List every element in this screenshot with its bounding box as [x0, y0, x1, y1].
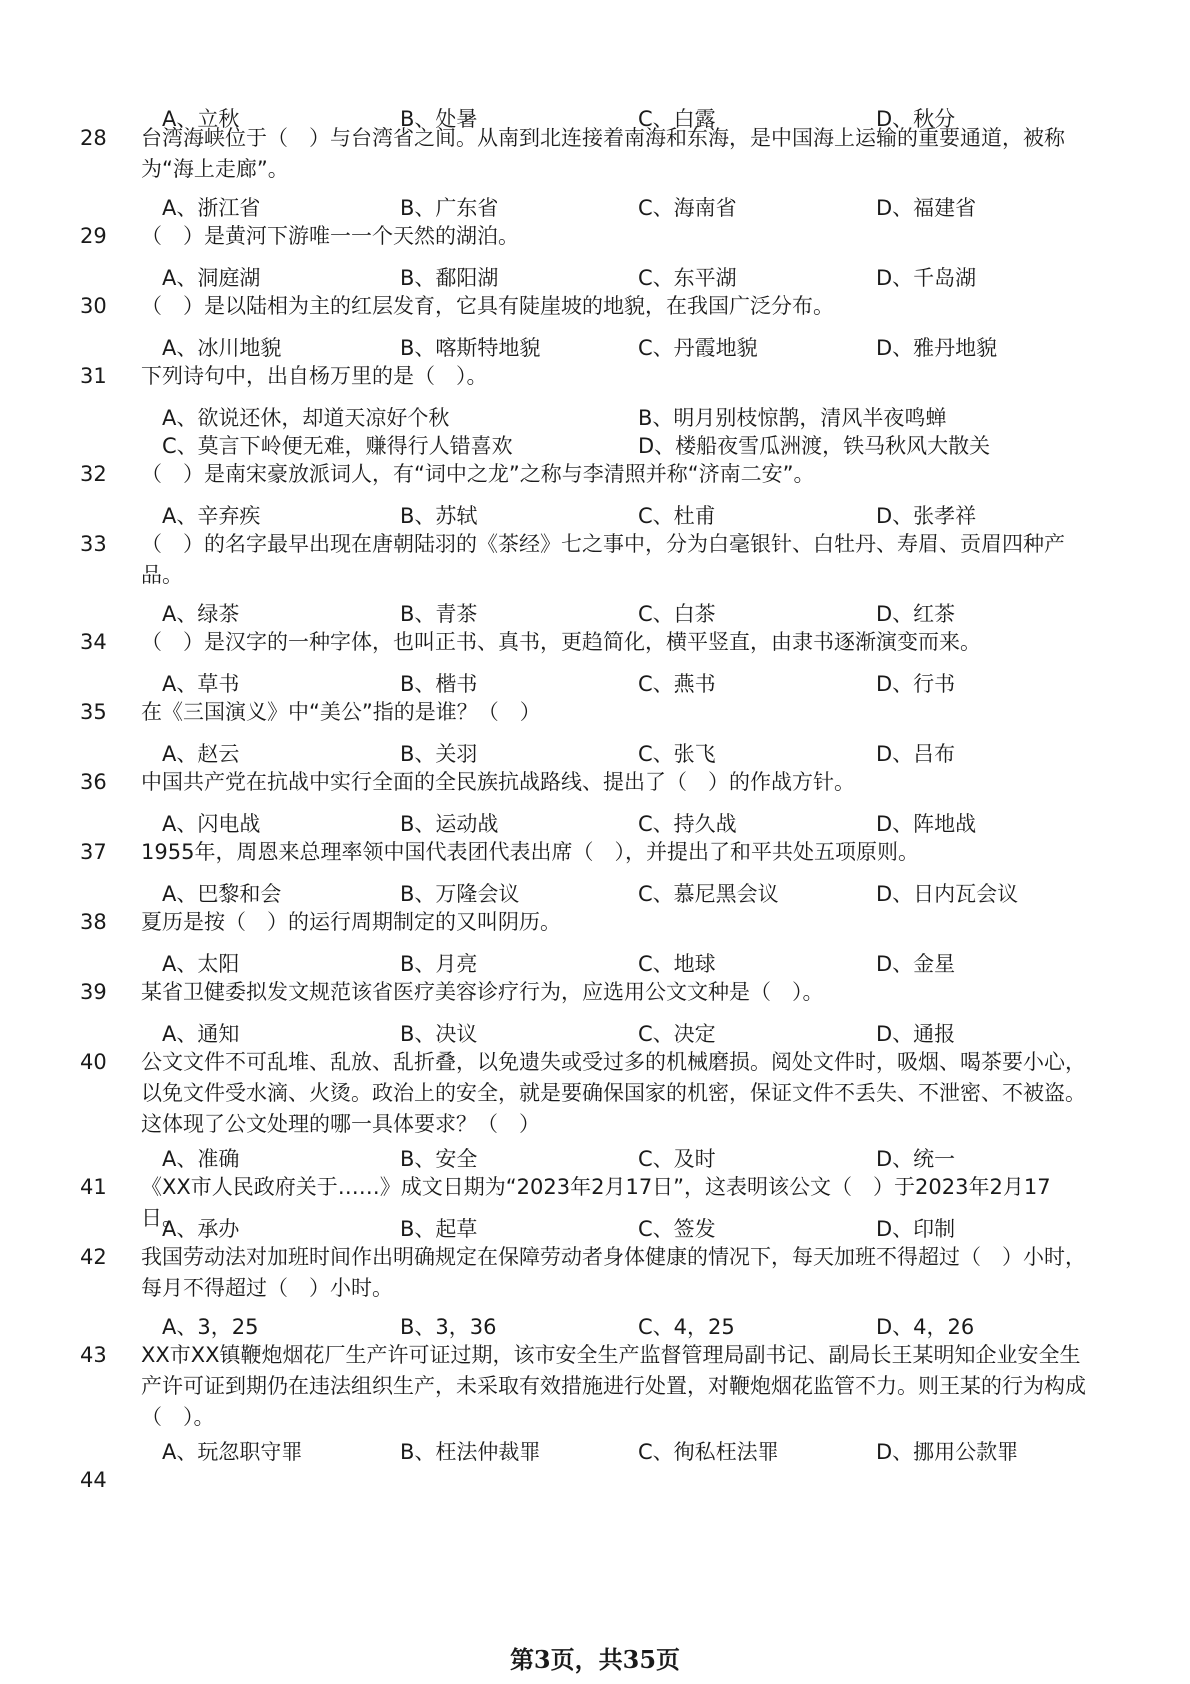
- option-b: B、3，36: [400, 1315, 497, 1339]
- question-number: 42: [80, 1245, 107, 1269]
- option-d: D、雅丹地貌: [876, 336, 998, 360]
- option-c: C、丹霞地貌: [638, 336, 758, 360]
- option-row: [162, 1214, 1082, 1244]
- option-d: D、千岛湖: [876, 266, 977, 290]
- option-c: C、持久战: [638, 812, 737, 836]
- option-a: A、太阳: [162, 952, 240, 976]
- question-number: 36: [80, 770, 107, 794]
- question-number: 40: [80, 1050, 107, 1074]
- question-text: 某省卫健委拟发文规范该省医疗美容诊疗行为，应选用公文文种是（ ）。: [141, 980, 824, 1004]
- option-c: C、莫言下岭便无难，赚得行人错喜欢: [162, 434, 513, 458]
- question-text: 在《三国演义》中“美公”指的是谁？（ ）: [141, 700, 541, 724]
- option-b: B、安全: [400, 1147, 478, 1171]
- option-a: A、玩忽职守罪: [162, 1440, 303, 1464]
- option-b: B、青茶: [400, 602, 478, 626]
- option-a: A、准确: [162, 1147, 240, 1171]
- option-a: A、通知: [162, 1022, 240, 1046]
- option-c: C、张飞: [638, 742, 716, 766]
- option-b: B、喀斯特地貌: [400, 336, 541, 360]
- option-row: [162, 949, 1082, 979]
- question-number: 35: [80, 700, 107, 724]
- option-a: A、绿茶: [162, 602, 240, 626]
- option-c: C、东平湖: [638, 266, 737, 290]
- question-text: 中国共产党在抗战中实行全面的全民族抗战路线、提出了（ ）的作战方针。: [141, 770, 855, 794]
- question-number: 39: [80, 980, 107, 1004]
- option-a: A、辛弃疾: [162, 504, 261, 528]
- option-a: A、浙江省: [162, 196, 261, 220]
- option-d: D、通报: [876, 1022, 956, 1046]
- option-a: A、承办: [162, 1217, 240, 1241]
- option-d: D、福建省: [876, 196, 977, 220]
- option-a: A、闪电战: [162, 812, 261, 836]
- question-number: 34: [80, 630, 107, 654]
- option-row: [162, 739, 1082, 769]
- option-c: C、签发: [638, 1217, 716, 1241]
- option-row: [162, 333, 1082, 363]
- option-d: D、金星: [876, 952, 956, 976]
- option-b: B、处暑: [400, 107, 478, 131]
- option-row: [162, 501, 1082, 531]
- option-d: D、吕布: [876, 742, 956, 766]
- question-number: 43: [80, 1343, 107, 1367]
- option-a: A、冰川地貌: [162, 336, 282, 360]
- option-d: D、挪用公款罪: [876, 1440, 1019, 1464]
- option-a: A、洞庭湖: [162, 266, 261, 290]
- option-row: [162, 879, 1082, 909]
- question-text: （ ）是南宋豪放派词人，有“词中之龙”之称与李清照并称“济南二安”。: [141, 462, 815, 486]
- option-d: D、印制: [876, 1217, 956, 1241]
- option-d: D、4，26: [876, 1315, 975, 1339]
- option-a: A、赵云: [162, 742, 240, 766]
- option-c: C、4，25: [638, 1315, 735, 1339]
- question-number: 38: [80, 910, 107, 934]
- option-b: B、运动战: [400, 812, 499, 836]
- question-number: 31: [80, 364, 107, 388]
- option-d: D、秋分: [876, 107, 956, 131]
- option-c: C、决定: [638, 1022, 716, 1046]
- option-c: C、海南省: [638, 196, 737, 220]
- option-row: [162, 263, 1082, 293]
- question-text: 1955年，周恩来总理率领中国代表团代表出席（ ），并提出了和平共处五项原则。: [141, 840, 919, 864]
- question-number: 33: [80, 532, 107, 556]
- option-b: B、鄱阳湖: [400, 266, 499, 290]
- option-c: C、燕书: [638, 672, 716, 696]
- option-b: B、广东省: [400, 196, 499, 220]
- option-a: A、3，25: [162, 1315, 259, 1339]
- option-row: [162, 193, 1082, 223]
- question-text: （ ）是汉字的一种字体，也叫正书、真书，更趋简化，横平竖直，由隶书逐渐演变而来。: [141, 630, 981, 654]
- question-text: 公文文件不可乱堆、乱放、乱折叠，以免遗失或受过多的机械磨损。阅处文件时，吸烟、喝茶要小心，以免文件受水滴、火烫。政治上的安全，就是要确保国家的机密，保证文件不丢失、不泄密、不被盗。这体现了公文处理的哪一具体要求？（ ）: [141, 1050, 1086, 1136]
- question-text: 《XX市人民政府关于……》成文日期为“2023年2月17日”，这表明该公文（ ）于2023年2月17日。: [141, 1175, 1051, 1230]
- option-d: D、张孝祥: [876, 504, 977, 528]
- option-row: [162, 1019, 1082, 1049]
- option-c: C、地球: [638, 952, 716, 976]
- option-d: D、阵地战: [876, 812, 977, 836]
- option-b: B、万隆会议: [400, 882, 520, 906]
- question-text: XX市XX镇鞭炮烟花厂生产许可证过期，该市安全生产监督管理局副书记、副局长王某明知企业安全生产许可证到期仍在违法组织生产，未采取有效措施进行处置，对鞭炮烟花监管不力。则王某的行为构成（ ）。: [141, 1343, 1086, 1429]
- option-c: C、慕尼黑会议: [638, 882, 779, 906]
- question-text: 下列诗句中，出自杨万里的是（ ）。: [141, 364, 488, 388]
- option-b: B、关羽: [400, 742, 478, 766]
- question-number: 28: [80, 126, 107, 150]
- option-b: B、枉法仲裁罪: [400, 1440, 541, 1464]
- option-row: [162, 669, 1082, 699]
- option-a: A、草书: [162, 672, 240, 696]
- option-b: B、楷书: [400, 672, 478, 696]
- option-c: C、白茶: [638, 602, 716, 626]
- question-number: 30: [80, 294, 107, 318]
- option-c: C、白露: [638, 107, 716, 131]
- question-number: 37: [80, 840, 107, 864]
- option-b: B、月亮: [400, 952, 478, 976]
- option-d: D、行书: [876, 672, 956, 696]
- question-number: 44: [80, 1468, 107, 1492]
- option-d: D、红茶: [876, 602, 956, 626]
- option-d: D、统一: [876, 1147, 956, 1171]
- option-b: B、苏轼: [400, 504, 478, 528]
- option-a: A、欲说还休，却道天凉好个秋: [162, 406, 450, 430]
- option-c: C、徇私枉法罪: [638, 1440, 779, 1464]
- option-a: A、巴黎和会: [162, 882, 282, 906]
- option-row: [162, 1144, 1082, 1174]
- option-row: [162, 1312, 1082, 1342]
- option-b: B、决议: [400, 1022, 478, 1046]
- question-number: 41: [80, 1175, 107, 1199]
- question-text: 夏历是按（ ）的运行周期制定的又叫阴历。: [141, 910, 561, 934]
- option-b: B、起草: [400, 1217, 478, 1241]
- question-text: （ ）是以陆相为主的红层发育，它具有陡崖坡的地貌，在我国广泛分布。: [141, 294, 834, 318]
- option-row: [162, 1437, 1082, 1467]
- option-c: C、杜甫: [638, 504, 716, 528]
- question-text: 我国劳动法对加班时间作出明确规定在保障劳动者身体健康的情况下，每天加班不得超过（ ）小时，每月不得超过（ ）小时。: [141, 1245, 1086, 1300]
- option-row: [162, 599, 1082, 629]
- option-b: B、明月别枝惊鹊，清风半夜鸣蝉: [638, 406, 947, 430]
- page-footer: 第3页，共35页: [509, 1645, 681, 1674]
- question-text: （ ）的名字最早出现在唐朝陆羽的《茶经》七之事中，分为白毫银针、白牡丹、寿眉、贡眉四种产品。: [141, 532, 1065, 587]
- question-text: 台湾海峡位于（ ）与台湾省之间。从南到北连接着南海和东海，是中国海上运输的重要通道，被称为“海上走廊”。: [141, 126, 1065, 181]
- question-text: （ ）是黄河下游唯一一个天然的湖泊。: [141, 224, 519, 248]
- option-a: A、立秋: [162, 107, 240, 131]
- option-d: D、楼船夜雪瓜洲渡，铁马秋风大散关: [638, 434, 991, 458]
- option-d: D、日内瓦会议: [876, 882, 1019, 906]
- option-row: [162, 809, 1082, 839]
- question-number: 29: [80, 224, 107, 248]
- option-c: C、及时: [638, 1147, 716, 1171]
- question-number: 32: [80, 462, 107, 486]
